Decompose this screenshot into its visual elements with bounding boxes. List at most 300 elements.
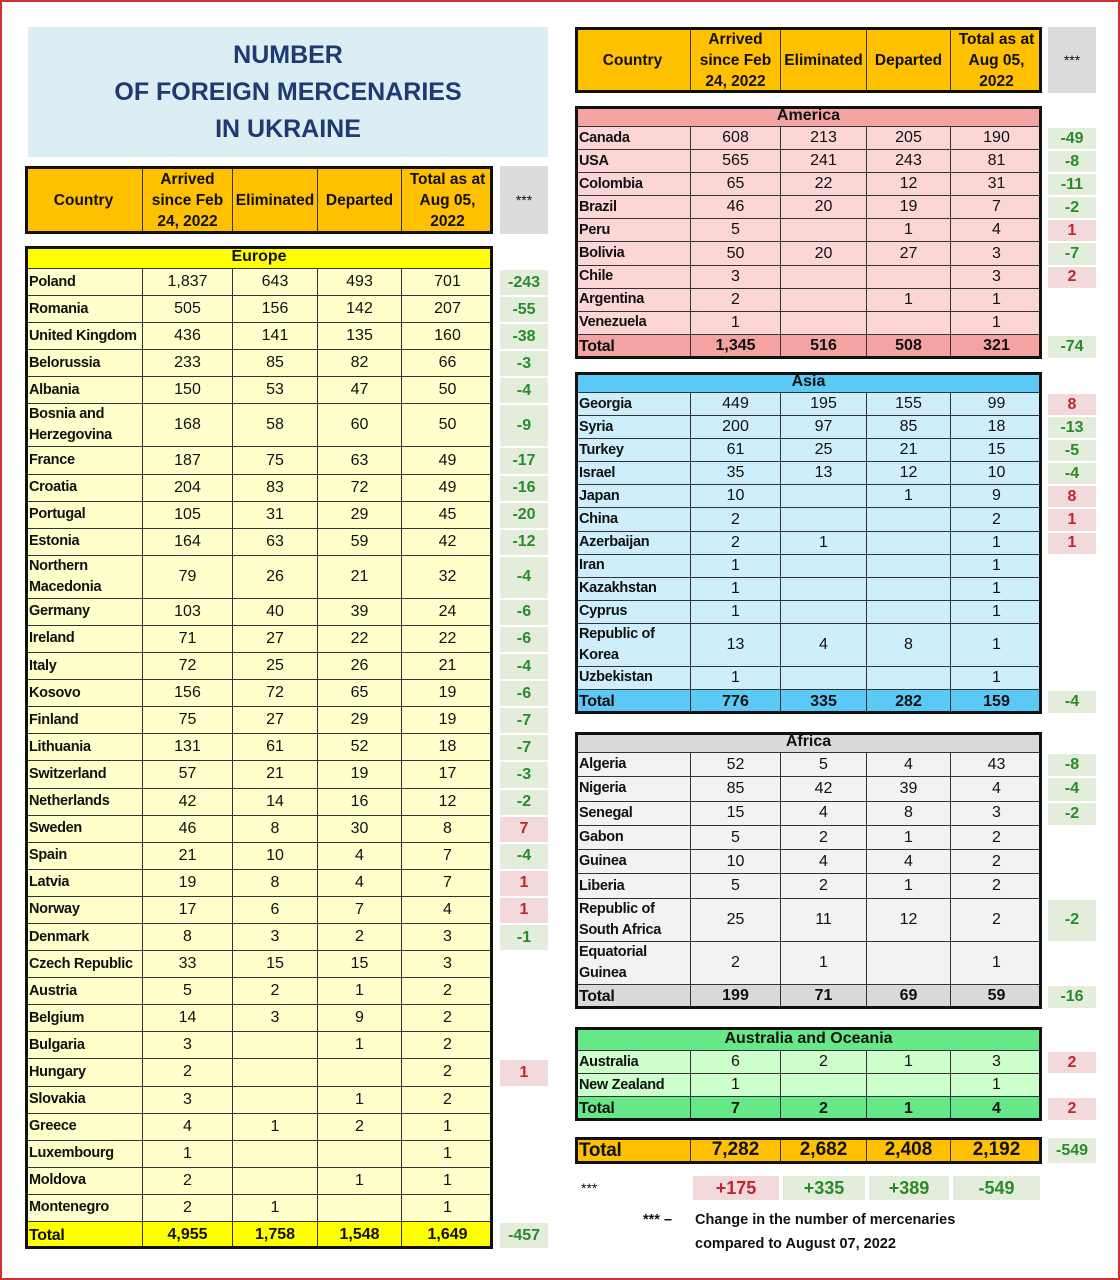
table-row <box>25 1005 548 1032</box>
table-row <box>25 897 548 924</box>
region-name: Asia <box>575 372 1042 393</box>
table-row <box>575 850 1096 874</box>
table-row <box>25 843 548 870</box>
header-arrived: Arrived since Feb 24, 2022 <box>143 166 233 234</box>
change-value: -4 <box>500 654 548 679</box>
change-value: -1 <box>500 925 548 950</box>
cell-total: 207 <box>402 296 493 323</box>
cell-country: USA <box>575 150 691 173</box>
cell-departed: 135 <box>318 323 402 350</box>
header-total: Total as at Aug 05, 2022 <box>951 27 1042 93</box>
cell-departed: 52 <box>318 734 402 761</box>
spacer <box>493 843 500 870</box>
cell-eliminated: 241 <box>781 150 867 173</box>
cell-eliminated: 53 <box>233 377 318 404</box>
cell-departed: 8 <box>867 802 951 826</box>
cell-arrived: 2 <box>691 289 781 312</box>
header-total: Total as at Aug 05, 2022 <box>402 166 493 234</box>
change-value <box>500 952 548 977</box>
cell-arrived: 199 <box>691 985 781 1009</box>
change-value: -243 <box>500 270 548 295</box>
table-row <box>25 870 548 897</box>
cell-arrived: 3 <box>143 1087 233 1114</box>
table-row <box>25 1114 548 1141</box>
table-row <box>575 667 1096 690</box>
cell-arrived: 168 <box>143 404 233 447</box>
change-value: -4 <box>1048 778 1096 800</box>
cell-departed: 15 <box>318 951 402 978</box>
cell-country: Netherlands <box>25 789 143 816</box>
cell-country: Switzerland <box>25 761 143 788</box>
cell-country: Venezuela <box>575 312 691 335</box>
table-row <box>25 475 548 502</box>
cell-arrived: 6 <box>691 1051 781 1074</box>
table-row <box>575 1051 1096 1074</box>
change-value: 1 <box>1048 220 1096 241</box>
region-header <box>575 372 1096 393</box>
change-value: -2 <box>1048 197 1096 218</box>
cell-departed: 60 <box>318 404 402 447</box>
change-value: 1 <box>500 1060 548 1085</box>
cell-country: Brazil <box>575 196 691 219</box>
change-summary-row <box>575 1176 1042 1200</box>
spacer <box>493 816 500 843</box>
cell-eliminated: 4 <box>781 624 867 667</box>
cell-arrived: 21 <box>143 843 233 870</box>
change-value <box>500 1196 548 1221</box>
cell-country: Total <box>575 1137 691 1164</box>
cell-total: 2 <box>402 978 493 1005</box>
cell-departed <box>318 1059 402 1086</box>
table-row <box>25 377 548 404</box>
cell-departed <box>867 1074 951 1097</box>
cell-total: 19 <box>402 680 493 707</box>
cell-total: 1,649 <box>402 1222 493 1249</box>
change-value <box>500 979 548 1004</box>
cell-eliminated <box>781 601 867 624</box>
footnote-stars: *** – <box>643 1212 673 1228</box>
spacer <box>493 1114 500 1141</box>
change-value: -74 <box>1048 336 1096 358</box>
cell-arrived: 4 <box>143 1114 233 1141</box>
table-row <box>25 556 548 599</box>
cell-total: 50 <box>402 404 493 447</box>
spacer <box>493 1059 500 1086</box>
cell-total: 1 <box>951 555 1042 578</box>
cell-country: Republic of Korea <box>575 624 691 667</box>
table-row <box>25 350 548 377</box>
cell-departed <box>867 601 951 624</box>
change-value: 8 <box>1048 394 1096 415</box>
cell-total: 18 <box>951 416 1042 439</box>
cell-arrived: 2 <box>691 942 781 985</box>
cell-country: Spain <box>25 843 143 870</box>
change-value <box>1048 943 1096 984</box>
cell-departed <box>867 312 951 335</box>
change-value <box>1048 579 1096 600</box>
cell-eliminated: 25 <box>233 653 318 680</box>
cell-departed <box>867 667 951 690</box>
table-row <box>575 312 1096 335</box>
cell-total: 2 <box>951 874 1042 898</box>
region-header <box>25 246 548 269</box>
cell-departed: 26 <box>318 653 402 680</box>
cell-country: Sweden <box>25 816 143 843</box>
change-arrived: +175 <box>693 1176 779 1200</box>
cell-total: 190 <box>951 127 1042 150</box>
cell-arrived: 1,345 <box>691 335 781 359</box>
cell-arrived: 19 <box>143 870 233 897</box>
change-value: 1 <box>1048 509 1096 530</box>
cell-arrived: 1 <box>691 555 781 578</box>
header-eliminated: Eliminated <box>233 166 318 234</box>
table-row <box>25 924 548 951</box>
cell-total: 1 <box>951 601 1042 624</box>
cell-eliminated: 3 <box>233 924 318 951</box>
cell-total: 10 <box>951 462 1042 485</box>
cell-country: Italy <box>25 653 143 680</box>
cell-country: Albania <box>25 377 143 404</box>
spacer <box>493 870 500 897</box>
cell-eliminated: 2 <box>781 874 867 898</box>
cell-country: Chile <box>575 266 691 289</box>
cell-total: 32 <box>402 556 493 599</box>
change-value <box>1048 851 1096 873</box>
cell-country: Peru <box>575 219 691 242</box>
change-value: 1 <box>500 871 548 896</box>
cell-eliminated: 4 <box>781 850 867 874</box>
cell-eliminated: 3 <box>233 1005 318 1032</box>
cell-total: 2 <box>951 826 1042 850</box>
change-value: -549 <box>1048 1138 1096 1163</box>
footnote <box>643 1208 955 1256</box>
cell-country: Total <box>25 1222 143 1249</box>
cell-departed <box>867 942 951 985</box>
cell-eliminated <box>781 667 867 690</box>
cell-arrived: 75 <box>143 707 233 734</box>
cell-departed: 1 <box>318 1032 402 1059</box>
change-value: -12 <box>500 530 548 555</box>
cell-total: 4 <box>402 897 493 924</box>
cell-departed: 85 <box>867 416 951 439</box>
cell-total: 1 <box>951 578 1042 601</box>
cell-departed: 1 <box>867 1097 951 1121</box>
region-header <box>575 106 1096 127</box>
cell-eliminated <box>781 1074 867 1097</box>
cell-arrived: 61 <box>691 439 781 462</box>
cell-eliminated <box>233 1032 318 1059</box>
table-row <box>25 1168 548 1195</box>
cell-departed: 29 <box>318 502 402 529</box>
cell-country: Total <box>575 335 691 359</box>
cell-total: 3 <box>402 924 493 951</box>
cell-eliminated: 6 <box>233 897 318 924</box>
cell-arrived: 2 <box>691 508 781 531</box>
cell-eliminated: 213 <box>781 127 867 150</box>
cell-total: 7 <box>402 843 493 870</box>
cell-total: 2 <box>402 1087 493 1114</box>
change-value <box>1048 668 1096 689</box>
cell-eliminated: 42 <box>781 777 867 801</box>
cell-total: 1 <box>951 667 1042 690</box>
cell-total: 1 <box>402 1114 493 1141</box>
cell-country: Greece <box>25 1114 143 1141</box>
cell-country: Argentina <box>575 289 691 312</box>
cell-departed: 2,408 <box>867 1137 951 1164</box>
cell-eliminated: 1 <box>781 532 867 555</box>
cell-eliminated: 26 <box>233 556 318 599</box>
cell-country: Gabon <box>575 826 691 850</box>
cell-arrived: 8 <box>143 924 233 951</box>
table-row <box>25 404 548 447</box>
change-value: -49 <box>1048 128 1096 149</box>
grand-total <box>575 1137 1096 1164</box>
cell-arrived: 1 <box>691 601 781 624</box>
cell-total: 1 <box>951 624 1042 667</box>
cell-departed: 30 <box>318 816 402 843</box>
cell-arrived: 25 <box>691 899 781 942</box>
change-value: 7 <box>500 817 548 842</box>
cell-total: 1 <box>402 1195 493 1222</box>
table-row <box>25 734 548 761</box>
cell-eliminated: 8 <box>233 870 318 897</box>
cell-country: Czech Republic <box>25 951 143 978</box>
total-row <box>575 335 1096 359</box>
cell-arrived: 187 <box>143 447 233 474</box>
cell-country: Romania <box>25 296 143 323</box>
total-row <box>25 1222 548 1249</box>
cell-eliminated: 195 <box>781 393 867 416</box>
table-row <box>575 942 1096 985</box>
cell-country: Austria <box>25 978 143 1005</box>
change-value: -5 <box>1048 440 1096 461</box>
change-value: 2 <box>1048 267 1096 288</box>
cell-total: 9 <box>951 485 1042 508</box>
cell-total: 2 <box>402 1059 493 1086</box>
cell-departed: 12 <box>867 173 951 196</box>
cell-eliminated <box>233 1168 318 1195</box>
change-value: 1 <box>500 898 548 923</box>
cell-arrived: 42 <box>143 789 233 816</box>
change-value <box>500 1169 548 1194</box>
cell-arrived: 5 <box>691 874 781 898</box>
region-europe <box>25 246 548 1249</box>
table-row <box>575 289 1096 312</box>
change-value: -457 <box>500 1223 548 1248</box>
cell-country: Colombia <box>575 173 691 196</box>
cell-eliminated: 40 <box>233 599 318 626</box>
change-value: -4 <box>500 557 548 598</box>
cell-departed: 29 <box>318 707 402 734</box>
cell-country: Bulgaria <box>25 1032 143 1059</box>
change-value <box>1048 290 1096 311</box>
cell-arrived: 10 <box>691 485 781 508</box>
cell-total: 31 <box>951 173 1042 196</box>
cell-total: 19 <box>402 707 493 734</box>
table-row <box>575 266 1096 289</box>
table-row <box>575 462 1096 485</box>
cell-eliminated: 11 <box>781 899 867 942</box>
cell-arrived: 5 <box>143 978 233 1005</box>
cell-departed: 39 <box>867 777 951 801</box>
cell-country: Japan <box>575 485 691 508</box>
cell-departed <box>867 578 951 601</box>
change-value: -2 <box>500 790 548 815</box>
table-row <box>25 761 548 788</box>
cell-arrived: 13 <box>691 624 781 667</box>
header-country: Country <box>25 166 143 234</box>
table-row <box>575 508 1096 531</box>
change-value: -4 <box>1048 463 1096 484</box>
change-value: -16 <box>500 476 548 501</box>
cell-total: 3 <box>402 951 493 978</box>
cell-country: China <box>575 508 691 531</box>
spacer <box>493 1087 500 1114</box>
table-row <box>575 439 1096 462</box>
cell-arrived: 46 <box>143 816 233 843</box>
cell-eliminated: 13 <box>781 462 867 485</box>
change-value: -7 <box>500 735 548 760</box>
cell-total: 2,192 <box>951 1137 1042 1164</box>
header-eliminated: Eliminated <box>781 27 867 93</box>
cell-departed: 1 <box>867 289 951 312</box>
cell-total: 3 <box>951 266 1042 289</box>
cell-country: Croatia <box>25 475 143 502</box>
cell-arrived: 15 <box>691 802 781 826</box>
cell-arrived: 10 <box>691 850 781 874</box>
cell-country: Iran <box>575 555 691 578</box>
cell-country: Nigeria <box>575 777 691 801</box>
cell-total: 42 <box>402 529 493 556</box>
table-row <box>25 789 548 816</box>
cell-eliminated <box>781 219 867 242</box>
table-row <box>25 653 548 680</box>
cell-eliminated: 20 <box>781 242 867 265</box>
change-value: -11 <box>1048 174 1096 195</box>
spacer <box>493 1195 500 1222</box>
cell-departed: 7 <box>318 897 402 924</box>
cell-departed <box>867 532 951 555</box>
spacer <box>493 951 500 978</box>
cell-country: Bolivia <box>575 242 691 265</box>
region-name: Africa <box>575 732 1042 753</box>
change-value: -9 <box>500 405 548 446</box>
change-value: -6 <box>500 681 548 706</box>
cell-eliminated: 20 <box>781 196 867 219</box>
cell-arrived: 72 <box>143 653 233 680</box>
cell-country: New Zealand <box>575 1074 691 1097</box>
cell-eliminated: 85 <box>233 350 318 377</box>
table-row <box>575 899 1096 942</box>
cell-arrived: 103 <box>143 599 233 626</box>
change-value <box>1048 313 1096 334</box>
region-asia <box>575 372 1096 714</box>
cell-departed: 1 <box>318 1168 402 1195</box>
cell-eliminated <box>233 1141 318 1168</box>
change-value: -7 <box>1048 243 1096 264</box>
cell-eliminated: 31 <box>233 502 318 529</box>
cell-total: 4 <box>951 219 1042 242</box>
change-value <box>1048 875 1096 897</box>
spacer <box>493 897 500 924</box>
cell-eliminated <box>781 508 867 531</box>
cell-country: Azerbaijan <box>575 532 691 555</box>
table-row <box>25 816 548 843</box>
cell-departed: 1 <box>318 1087 402 1114</box>
cell-arrived: 5 <box>691 219 781 242</box>
cell-departed: 16 <box>318 789 402 816</box>
change-value <box>500 1033 548 1058</box>
change-value <box>1048 1075 1096 1096</box>
cell-departed: 21 <box>318 556 402 599</box>
cell-arrived: 2 <box>143 1195 233 1222</box>
cell-departed: 19 <box>318 761 402 788</box>
cell-total: 321 <box>951 335 1042 359</box>
spacer <box>493 707 500 734</box>
cell-arrived: 1 <box>691 578 781 601</box>
cell-arrived: 7,282 <box>691 1137 781 1164</box>
cell-arrived: 105 <box>143 502 233 529</box>
table-row <box>25 296 548 323</box>
change-value: -7 <box>500 708 548 733</box>
change-value <box>1048 625 1096 666</box>
change-value: -55 <box>500 297 548 322</box>
table-row <box>25 951 548 978</box>
cell-arrived: 2 <box>143 1168 233 1195</box>
table-row <box>25 502 548 529</box>
cell-total: 17 <box>402 761 493 788</box>
cell-total: 159 <box>951 690 1042 714</box>
change-value: 1 <box>1048 533 1096 554</box>
cell-arrived: 1 <box>691 312 781 335</box>
change-value <box>1048 827 1096 849</box>
cell-country: Canada <box>575 127 691 150</box>
cell-departed: 4 <box>867 850 951 874</box>
change-value: -3 <box>500 762 548 787</box>
cell-country: Norway <box>25 897 143 924</box>
cell-arrived: 131 <box>143 734 233 761</box>
total-row <box>575 690 1096 714</box>
spacer <box>493 1032 500 1059</box>
spacer <box>493 475 500 502</box>
cell-country: Belorussia <box>25 350 143 377</box>
cell-departed: 69 <box>867 985 951 1009</box>
cell-departed: 282 <box>867 690 951 714</box>
cell-eliminated: 58 <box>233 404 318 447</box>
cell-departed: 205 <box>867 127 951 150</box>
cell-eliminated: 10 <box>233 843 318 870</box>
cell-departed: 155 <box>867 393 951 416</box>
cell-total: 59 <box>951 985 1042 1009</box>
cell-departed: 72 <box>318 475 402 502</box>
cell-arrived: 1,837 <box>143 269 233 296</box>
cell-departed: 1 <box>867 485 951 508</box>
table-row <box>25 1141 548 1168</box>
region-header <box>575 1027 1096 1051</box>
table-row <box>575 874 1096 898</box>
cell-arrived: 164 <box>143 529 233 556</box>
cell-eliminated: 643 <box>233 269 318 296</box>
table-row <box>25 269 548 296</box>
change-eliminated: +335 <box>783 1176 865 1200</box>
table-row <box>25 626 548 653</box>
cell-country: Poland <box>25 269 143 296</box>
cell-eliminated: 21 <box>233 761 318 788</box>
cell-eliminated: 61 <box>233 734 318 761</box>
cell-arrived: 33 <box>143 951 233 978</box>
cell-total: 8 <box>402 816 493 843</box>
cell-departed: 82 <box>318 350 402 377</box>
